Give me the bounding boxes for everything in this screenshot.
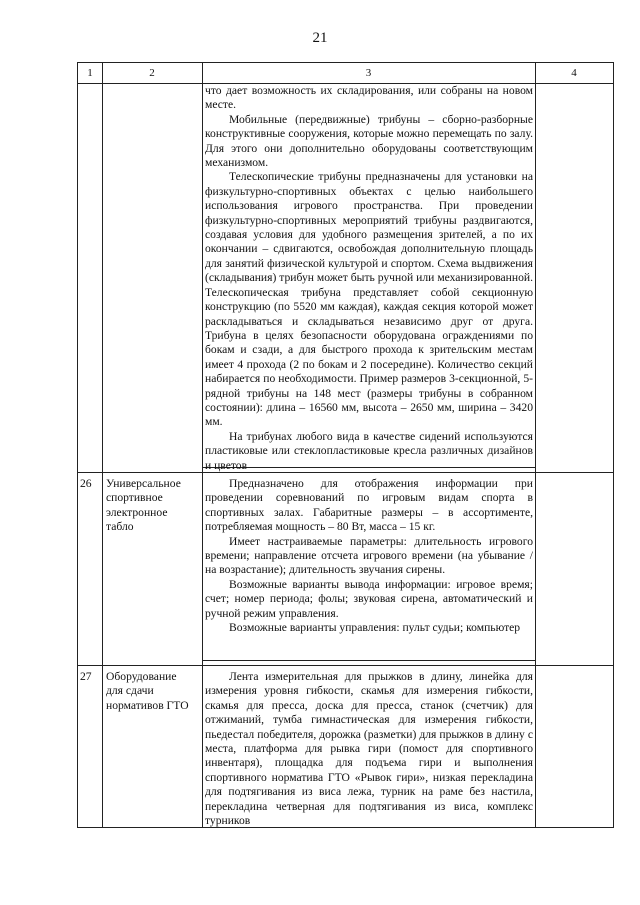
row-number: 27 xyxy=(80,670,92,683)
item-description xyxy=(202,670,535,828)
paragraph: что дает возможность их складирования, или собраны на новом месте. xyxy=(205,84,533,112)
paragraph: Телескопические трибуны предназначены для установки на физкультурно-спортивных объектах с целью наибольшего использования игрового пространства. При проведении физкультурно-спортивных мероприятий трибуны раздвигаются, создавая условия для удобного размещения зрителей, а по их окончании – сдвигаются, освобождая дополнительную площадь для занятий физической культурой и спортом. Схема выдвижения (складывания) трибун может быть ручной или механизированной. Телескопическая трибуна представляет собой секционную конструкцию (по 5520 мм каждая), каждая секция которой может раскладываться и складываться независимо друг от друга. Трибуна в целях безопасности оборудована ограждениями по бокам и сзади, а для быстрого прохода к зрительским местам имеет 4 прохода (2 по бокам и 2 посередине). Количество секций набирается по необходимости. Пример размеров 3-секционной, 5-рядной трибуны на 148 мест (размеры трибуны в собранном состоянии): длина – 16560 мм, высота – 2650 мм, ширина – 3420 мм. xyxy=(205,170,533,429)
column-header-1: 1 xyxy=(87,67,93,79)
continuation-description xyxy=(202,84,535,473)
paragraph: Возможные варианты управления: пульт судьи; компьютер xyxy=(229,621,521,635)
paragraph: Имеет настраиваемые параметры: длительность игрового времени; направление отсчета игрового времени (на убывание / на возрастание); длительность звучания сирены. xyxy=(205,534,533,577)
item-name: Универсальное спортивное электронное табло xyxy=(106,477,181,534)
paragraph: Возможные варианты вывода информации: игровое время; счет; номер периода; фолы; звуковая сирена, автоматический и ручной режим управления. xyxy=(205,577,533,620)
column-header-2: 2 xyxy=(149,67,155,79)
row-divider xyxy=(78,665,613,666)
column-divider xyxy=(535,63,536,827)
item-description xyxy=(202,477,535,635)
page-number: 21 xyxy=(312,30,328,46)
row-number: 26 xyxy=(80,477,92,490)
row-divider xyxy=(202,660,535,661)
paragraph: На трибунах любого вида в качестве сидений используются пластиковые или стеклопластиковые кресла различных дизайнов и цветов xyxy=(205,429,533,472)
item-name: Оборудование для сдачи нормативов ГТО xyxy=(106,670,189,712)
paragraph: Лента измерительная для прыжков в длину, линейка для измерения уровня гибкости, скамья для измерения гибкости, скамья для пресса, доска для пресса, станок (счетчик) для отжиманий, тумба гимнастическая для измерения гибкости, пьедестал победителя, дорожка (разметки) для прыжков в длину с места, платформа для рывка гири (помост для спортивного инвентаря), площадка для подъема гири и выполнения спортивного норматива ГТО «Рывок гири», низкая перекладина для подтягивания из виса лежа, турник на раме без настила, перекладина четверная для подтягивания из виса, комплекс турников xyxy=(205,670,533,828)
paragraph: Предназначено для отображения информации при проведении соревнований по игровым видам спорта в спортивных залах. Габаритные размеры – в ассортименте, потребляемая мощность – 80 Вт, масса – 15 кг. xyxy=(205,477,533,534)
paragraph: Мобильные (передвижные) трибуны – сборно-разборные конструктивные сооружения, которые можно перемещать по залу. Для этого они дополнительно оборудованы соответствующим механизмом. xyxy=(205,112,533,170)
column-header-4: 4 xyxy=(571,67,577,79)
column-header-3: 3 xyxy=(365,67,372,79)
equipment-table xyxy=(77,62,614,828)
